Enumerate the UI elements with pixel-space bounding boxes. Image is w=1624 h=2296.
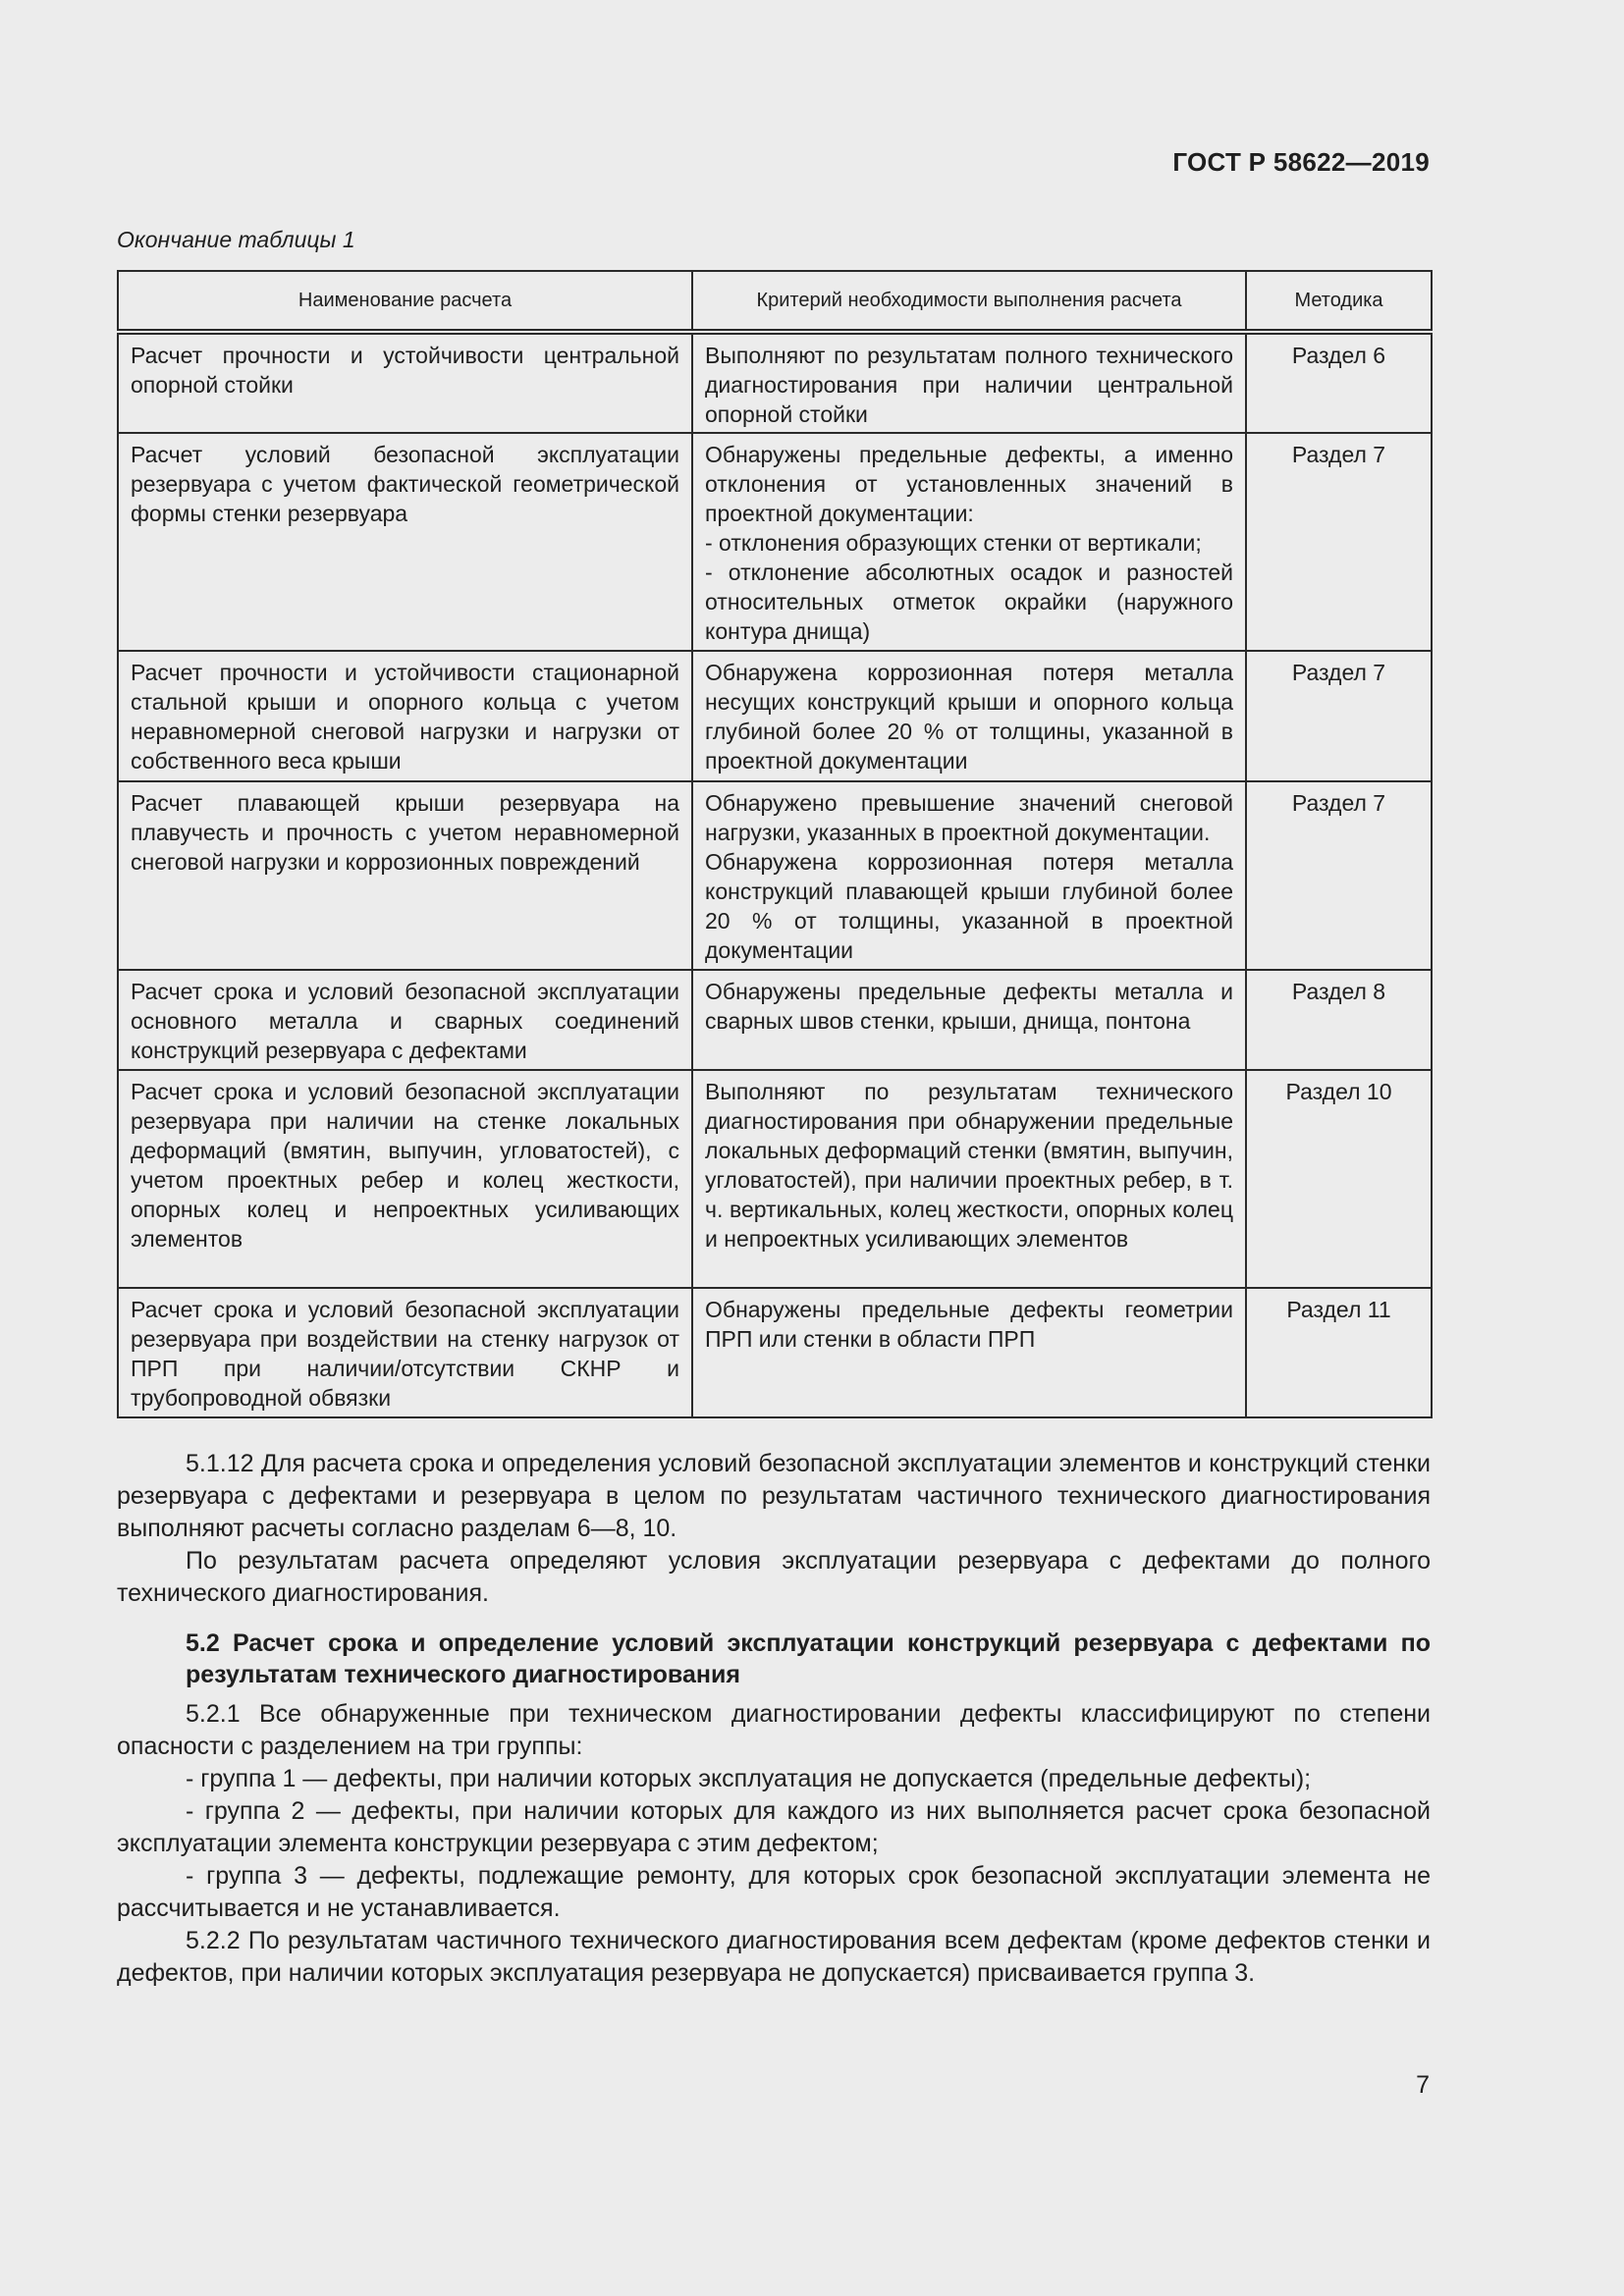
method-cell: Раздел 11 [1246,1288,1432,1417]
method-cell: Раздел 8 [1246,970,1432,1070]
method-cell: Раздел 6 [1246,332,1432,433]
calculation-name-cell: Расчет условий безопасной эксплуатации резервуара с учетом фактической геометрической формы стенки резервуара [118,433,692,651]
criterion-cell: Обнаружены предельные дефекты геометрии ПРП или стенки в области ПРП [692,1288,1246,1417]
calculation-name-cell: Расчет прочности и устойчивости стационарной стальной крыши и опорного кольца с учетом неравномерной снеговой нагрузки и нагрузки от собственного веса крыши [118,651,692,781]
column-header-criterion: Критерий необходимости выполнения расчета [692,271,1246,332]
table-header-row [118,271,1432,332]
criterion-line: - отклонения образующих стенки от вертикали; [705,530,1202,556]
calculation-name-cell: Расчет срока и условий безопасной эксплуатации резервуара при воздействии на стенку нагрузок от ПРП при наличии/отсутствии СКНР и трубопроводной обвязки [118,1288,692,1417]
paragraph-result: По результатам расчета определяют условия эксплуатации резервуара с дефектами до полного технического диагностирования. [117,1547,1431,1607]
column-header-method: Методика [1246,271,1432,332]
column-header-name: Наименование расчета [118,271,692,332]
criterion-cell: Обнаружена коррозионная потеря металла несущих конструкций крыши и опорного кольца глубиной более 20 % от толщины, указанной в проектной документации [692,651,1246,781]
calculation-name-cell: Расчет прочности и устойчивости центральной опорной стойки [118,332,692,433]
table-row [118,970,1432,1070]
paragraph-5-1-12: 5.1.12 Для расчета срока и определения условий безопасной эксплуатации элементов и конструкций стенки резервуара с дефектами и резервуара в целом по результатам частичного технического диагностирования выполняют расчеты согласно разделам 6—8, 10. [117,1450,1431,1542]
criterion-line: Обнаружено превышение значений снеговой нагрузки, указанных в проектной документации. [705,790,1233,845]
document-code-header: ГОСТ Р 58622—2019 [1172,147,1430,177]
table-row [118,332,1432,433]
calculation-name-cell: Расчет срока и условий безопасной эксплуатации основного металла и сварных соединений конструкций резервуара с дефектами [118,970,692,1070]
calculation-name-cell: Расчет плавающей крыши резервуара на плавучесть и прочность с учетом неравномерной снеговой нагрузки и коррозионных повреждений [118,781,692,970]
table-row [118,433,1432,651]
section-heading-5-2: 5.2 Расчет срока и определение условий эксплуатации конструкций резервуара с дефектами по результатам технического диагностирования [186,1629,1431,1688]
table-row [118,1070,1432,1288]
method-cell: Раздел 10 [1246,1070,1432,1288]
body-text [117,1448,1431,1990]
criterion-line: - отклонение абсолютных осадок и разностей относительных отметок окрайки (наружного контура днища) [705,560,1233,644]
method-cell: Раздел 7 [1246,433,1432,651]
paragraph-5-2-2: 5.2.2 По результатам частичного технического диагностирования всем дефектам (кроме дефектов стенки и дефектов, при наличии которых эксплуатация резервуара не допускается) присваивается группа 3. [117,1927,1431,1987]
method-cell: Раздел 7 [1246,651,1432,781]
method-cell: Раздел 7 [1246,781,1432,970]
list-item-group-3: - группа 3 — дефекты, подлежащие ремонту, для которых срок безопасной эксплуатации элемента не рассчитывается и не устанавливается. [117,1862,1431,1922]
table-row [118,1288,1432,1417]
calculation-table [117,270,1433,1418]
page-number: 7 [1416,2071,1430,2099]
calculation-name-cell: Расчет срока и условий безопасной эксплуатации резервуара при наличии на стенке локальных деформаций (вмятин, выпучин, угловатостей), с учетом проектных ребер и колец жесткости, опорных колец и непроектных усиливающих элементов [118,1070,692,1288]
table-caption: Окончание таблицы 1 [117,227,355,252]
criterion-cell: Выполняют по результатам полного технического диагностирования при наличии центральной опорной стойки [692,332,1246,433]
list-item-group-1: - группа 1 — дефекты, при наличии которых эксплуатация не допускается (предельные дефекты); [186,1765,1312,1792]
criterion-cell [692,781,1246,970]
list-item-group-2: - группа 2 — дефекты, при наличии которых для каждого из них выполняется расчет срока безопасной эксплуатации элемента конструкции резервуара с этим дефектом; [117,1797,1431,1857]
criterion-cell: Обнаружены предельные дефекты металла и сварных швов стенки, крыши, днища, понтона [692,970,1246,1070]
criterion-cell [692,433,1246,651]
table-row [118,651,1432,781]
table-row [118,781,1432,970]
paragraph-5-2-1: 5.2.1 Все обнаруженные при техническом диагностировании дефекты классифицируют по степени опасности с разделением на три группы: [117,1700,1431,1760]
criterion-line: Обнаружены предельные дефекты, а именно отклонения от установленных значений в проектной документации: [705,442,1233,526]
criterion-line: Обнаружена коррозионная потеря металла конструкций плавающей крыши глубиной более 20 % от толщины, указанной в проектной документации [705,849,1233,963]
criterion-cell: Выполняют по результатам технического диагностирования при обнаружении предельные локальных деформаций стенки (вмятин, выпучин, угловатостей), при наличии проектных ребер, в т. ч. вертикальных, колец жесткости, опорных колец и непроектных усиливающих элементов [692,1070,1246,1288]
